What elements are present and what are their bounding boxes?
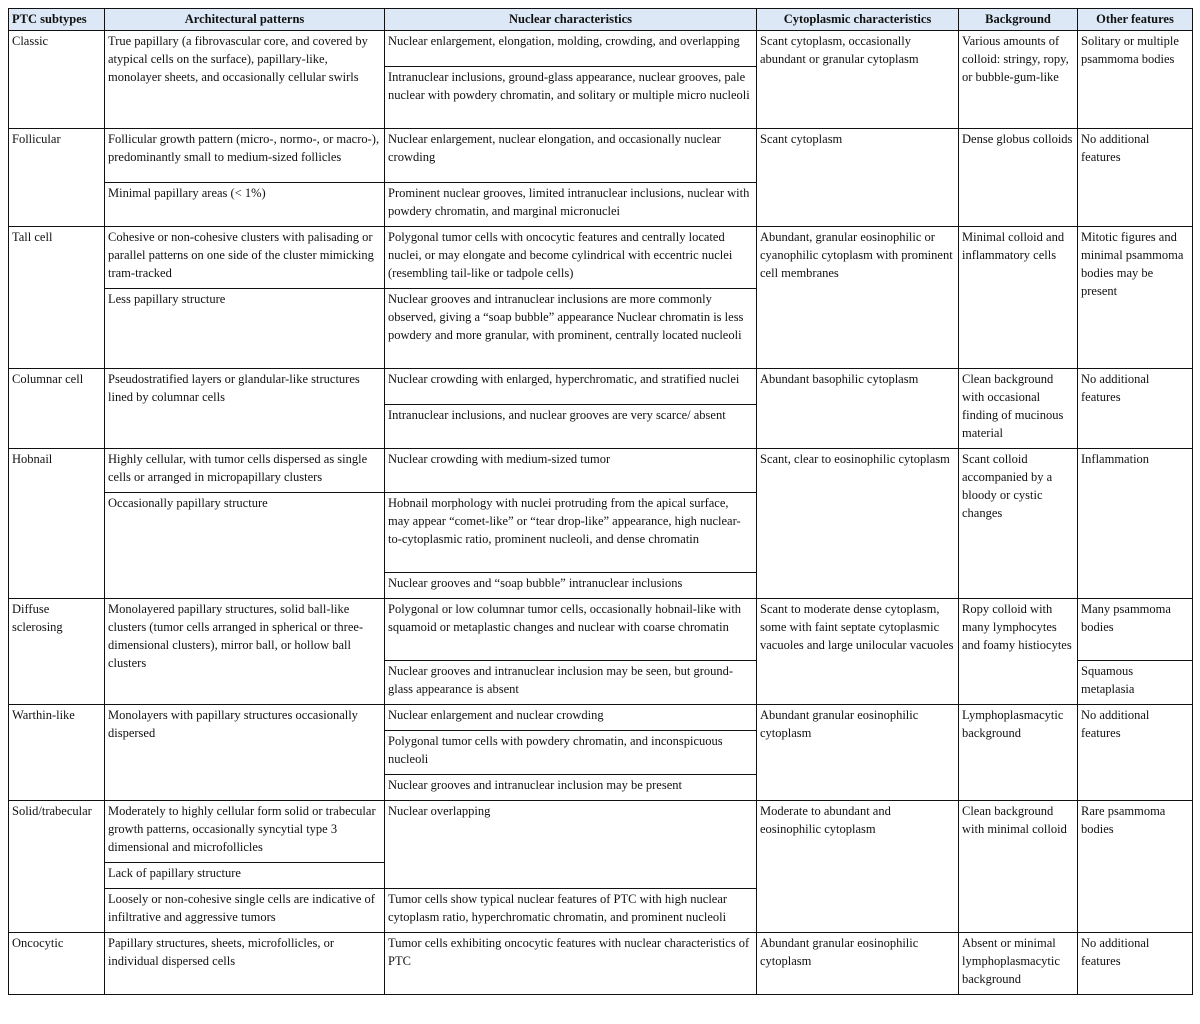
cell-cytoplasmic: Scant, clear to eosinophilic cytoplasm [757,449,959,599]
cell-cytoplasmic: Scant to moderate dense cytoplasm, some with faint septate cytoplasmic vacuoles and large unilocular vacuoles [757,599,959,705]
cell-subtype: Diffuse sclerosing [9,599,105,705]
cell-subtype: Solid/trabecular [9,801,105,933]
table-row [9,31,1193,67]
cell-other-features: No additional features [1078,129,1193,227]
cell-architectural: Loosely or non-cohesive single cells are indicative of infiltrative and aggressive tumors [105,889,385,933]
cell-subtype: Classic [9,31,105,129]
table-row [9,599,1193,661]
cell-background: Dense globus colloids [959,129,1078,227]
cell-architectural: Minimal papillary areas (< 1%) [105,183,385,227]
cell-background: Clean background with minimal colloid [959,801,1078,933]
table-row [9,449,1193,493]
ptc-subtypes-table [8,8,1193,995]
table-body [9,31,1193,995]
cell-cytoplasmic: Abundant basophilic cytoplasm [757,369,959,449]
cell-cytoplasmic: Abundant, granular eosinophilic or cyanophilic cytoplasm with prominent cell membranes [757,227,959,369]
table-row [9,705,1193,731]
cell-nuclear: Polygonal tumor cells with oncocytic features and centrally located nuclei, or may elongate and become cylindrical with eccentric nuclei (resembling tail-like or tadpole cells) [385,227,757,289]
header-background: Background [959,9,1078,31]
cell-nuclear: Nuclear enlargement, elongation, molding, crowding, and overlapping [385,31,757,67]
cell-other-features: No additional features [1078,933,1193,995]
cell-cytoplasmic: Abundant granular eosinophilic cytoplasm [757,933,959,995]
cell-nuclear: Intranuclear inclusions, and nuclear grooves are very scarce/ absent [385,405,757,449]
cell-architectural: True papillary (a fibrovascular core, and covered by atypical cells on the surface), papillary-like, monolayer sheets, and occasionally cellular swirls [105,31,385,129]
header-architectural-patterns: Architectural patterns [105,9,385,31]
cell-other-features: No additional features [1078,705,1193,801]
cell-other-features: Many psammoma bodies [1078,599,1193,661]
cell-architectural: Cohesive or non-cohesive clusters with palisading or parallel patterns on one side of the cluster mimicking tram-tracked [105,227,385,289]
table-row [9,369,1193,405]
cell-architectural: Monolayers with papillary structures occasionally dispersed [105,705,385,801]
cell-background: Ropy colloid with many lymphocytes and foamy histiocytes [959,599,1078,705]
cell-architectural: Follicular growth pattern (micro-, normo-, or macro-), predominantly small to medium-sized follicles [105,129,385,183]
cell-other-features: Solitary or multiple psammoma bodies [1078,31,1193,129]
cell-other-features: No additional features [1078,369,1193,449]
table-row [9,129,1193,183]
cell-nuclear: Tumor cells exhibiting oncocytic features with nuclear characteristics of PTC [385,933,757,995]
cell-other-features: Inflammation [1078,449,1193,599]
cell-nuclear: Hobnail morphology with nuclei protruding from the apical surface, may appear “comet-like” or “tear drop-like” appearance, high nuclear-to-cytoplasmic ratio, prominent nucleoli, and dense chromatin [385,493,757,573]
cell-architectural: Highly cellular, with tumor cells dispersed as single cells or arranged in micropapillary clusters [105,449,385,493]
cell-subtype: Follicular [9,129,105,227]
table-row [9,227,1193,289]
cell-cytoplasmic: Scant cytoplasm, occasionally abundant or granular cytoplasm [757,31,959,129]
cell-architectural: Lack of papillary structure [105,863,385,889]
table-row [9,933,1193,995]
cell-subtype: Columnar cell [9,369,105,449]
header-nuclear-characteristics: Nuclear characteristics [385,9,757,31]
header-row [9,9,1193,31]
cell-nuclear: Nuclear enlargement and nuclear crowding [385,705,757,731]
cell-architectural: Occasionally papillary structure [105,493,385,599]
cell-nuclear: Tumor cells show typical nuclear features of PTC with high nuclear cytoplasm ratio, hyperchromatic chromatin, and prominent nucleoli [385,889,757,933]
cell-architectural: Moderately to highly cellular form solid or trabecular growth patterns, occasionally syncytial type 3 dimensional and microfollicles [105,801,385,863]
header-other-features: Other features [1078,9,1193,31]
cell-cytoplasmic: Moderate to abundant and eosinophilic cytoplasm [757,801,959,933]
table-container [8,8,1193,995]
cell-other-features: Squamous metaplasia [1078,661,1193,705]
cell-cytoplasmic: Scant cytoplasm [757,129,959,227]
cell-background: Minimal colloid and inflammatory cells [959,227,1078,369]
cell-architectural: Papillary structures, sheets, microfollicles, or individual dispersed cells [105,933,385,995]
cell-nuclear: Nuclear grooves and “soap bubble” intranuclear inclusions [385,573,757,599]
cell-nuclear: Nuclear overlapping [385,801,757,889]
cell-other-features: Mitotic figures and minimal psammoma bodies may be present [1078,227,1193,369]
cell-background: Absent or minimal lymphoplasmacytic background [959,933,1078,995]
table-row [9,801,1193,863]
cell-subtype: Warthin-like [9,705,105,801]
cell-architectural: Pseudostratified layers or glandular-like structures lined by columnar cells [105,369,385,449]
cell-nuclear: Intranuclear inclusions, ground-glass appearance, nuclear grooves, pale nuclear with powdery chromatin, and solitary or multiple micro nucleoli [385,67,757,129]
cell-cytoplasmic: Abundant granular eosinophilic cytoplasm [757,705,959,801]
header-cytoplasmic-characteristics: Cytoplasmic characteristics [757,9,959,31]
cell-nuclear: Nuclear grooves and intranuclear inclusion may be seen, but ground-glass appearance is absent [385,661,757,705]
cell-background: Various amounts of colloid: stringy, ropy, or bubble-gum-like [959,31,1078,129]
header-ptc-subtypes: PTC subtypes [9,9,105,31]
cell-subtype: Hobnail [9,449,105,599]
cell-background: Scant colloid accompanied by a bloody or cystic changes [959,449,1078,599]
cell-background: Clean background with occasional finding of mucinous material [959,369,1078,449]
cell-subtype: Oncocytic [9,933,105,995]
cell-other-features: Rare psammoma bodies [1078,801,1193,933]
cell-background: Lymphoplasmacytic background [959,705,1078,801]
cell-nuclear: Polygonal or low columnar tumor cells, occasionally hobnail-like with squamoid or metaplastic changes and nuclear with coarse chromatin [385,599,757,661]
cell-nuclear: Nuclear crowding with medium-sized tumor [385,449,757,493]
cell-nuclear: Nuclear enlargement, nuclear elongation, and occasionally nuclear crowding [385,129,757,183]
cell-nuclear: Polygonal tumor cells with powdery chromatin, and inconspicuous nucleoli [385,731,757,775]
cell-nuclear: Nuclear crowding with enlarged, hyperchromatic, and stratified nuclei [385,369,757,405]
cell-nuclear: Prominent nuclear grooves, limited intranuclear inclusions, nuclear with powdery chromatin, and marginal micronuclei [385,183,757,227]
cell-architectural: Monolayered papillary structures, solid ball-like clusters (tumor cells arranged in spherical or three-dimensional clusters), mirror ball, or hollow ball clusters [105,599,385,705]
cell-subtype: Tall cell [9,227,105,369]
cell-nuclear: Nuclear grooves and intranuclear inclusion may be present [385,775,757,801]
cell-architectural: Less papillary structure [105,289,385,369]
cell-nuclear: Nuclear grooves and intranuclear inclusions are more commonly observed, giving a “soap bubble” appearance Nuclear chromatin is less powdery and more granular, with prominent, centrally located nucleoli [385,289,757,369]
